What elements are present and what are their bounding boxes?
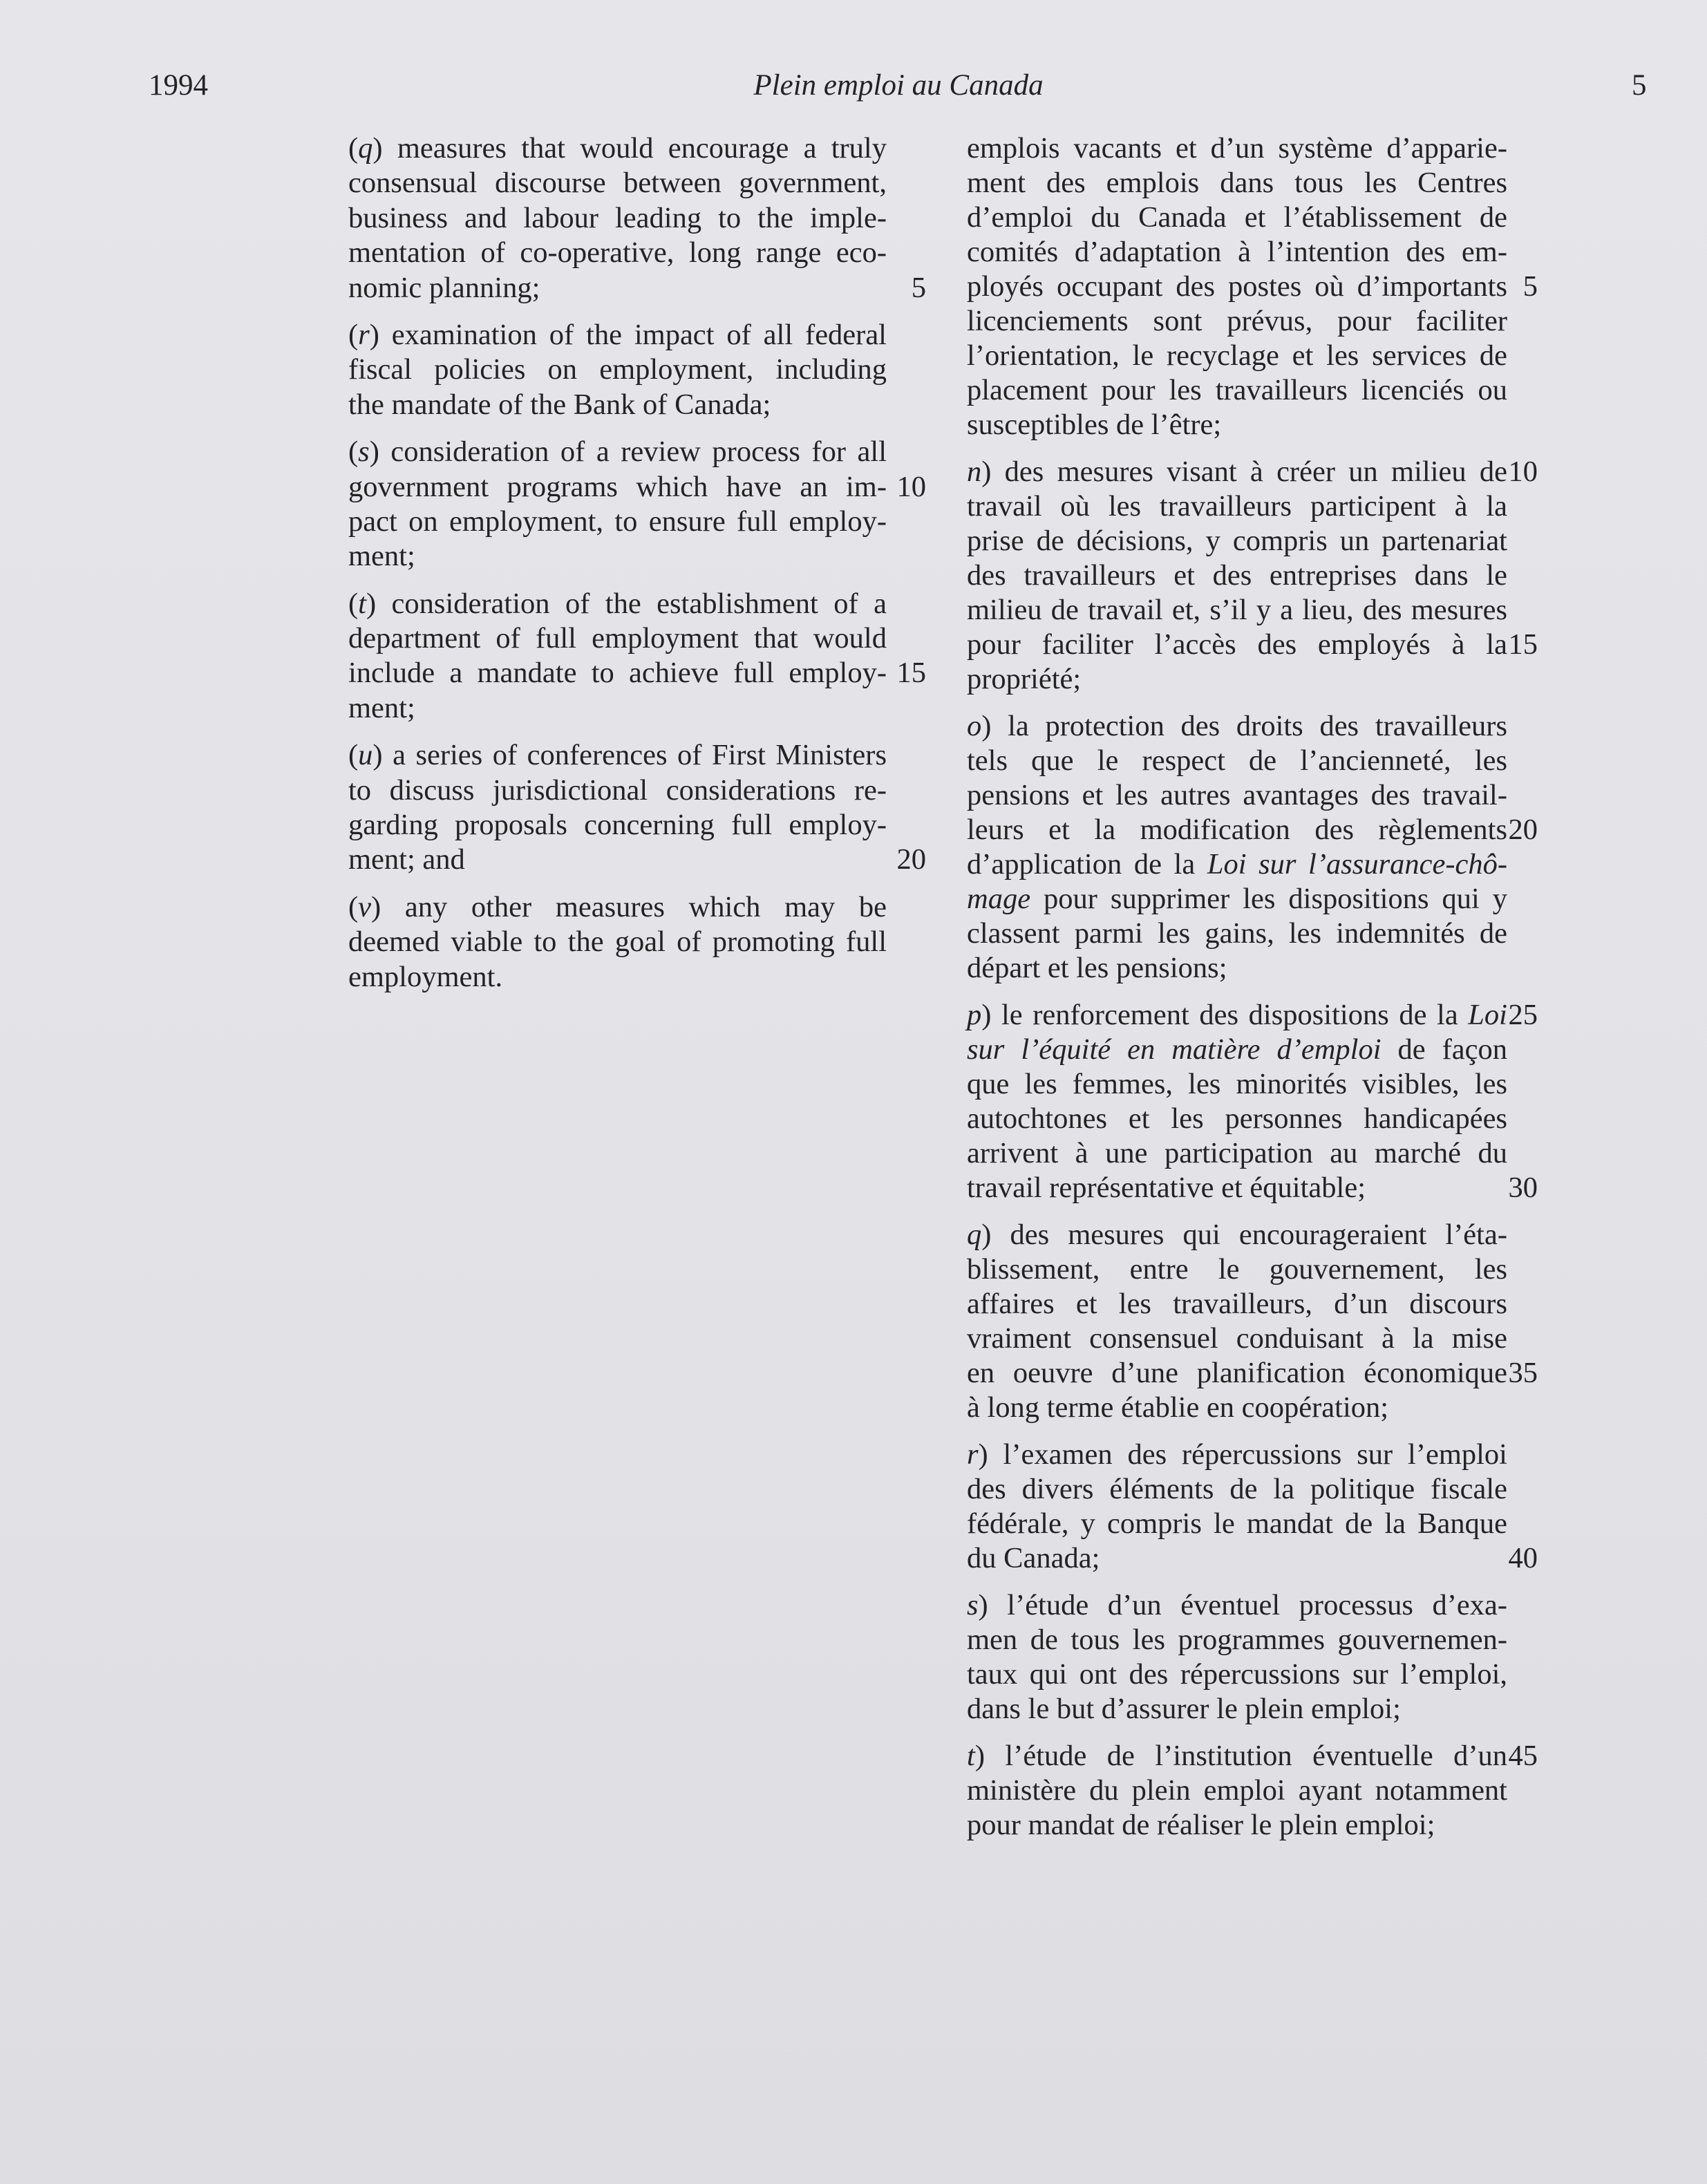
italic-text-segment: s bbox=[967, 1589, 979, 1621]
text-segment: include a mandate to achieve full employ- bbox=[348, 657, 887, 690]
text-line bbox=[967, 1739, 1538, 1773]
italic-text-segment: s bbox=[358, 435, 370, 469]
text-segment: ment des emplois dans tous les Centres bbox=[967, 167, 1507, 199]
text-segment: du Canada; bbox=[967, 1542, 1100, 1574]
text-segment: ( bbox=[348, 435, 359, 469]
margin-line-number: 5 bbox=[1522, 270, 1538, 303]
italic-text-segment: t bbox=[358, 587, 366, 620]
text-segment: ( bbox=[348, 132, 359, 164]
text-segment: fiscal policies on employment, including bbox=[348, 353, 887, 386]
text-line bbox=[348, 470, 926, 505]
text-line bbox=[967, 662, 1507, 697]
text-segment: ( bbox=[348, 318, 359, 351]
text-line bbox=[348, 890, 887, 925]
text-line bbox=[967, 1033, 1507, 1067]
text-line bbox=[348, 236, 887, 270]
clause-paragraph bbox=[967, 709, 1538, 986]
text-line bbox=[967, 1657, 1507, 1692]
text-line bbox=[967, 1102, 1507, 1136]
text-segment: to discuss jurisdictional considerations re- bbox=[348, 773, 887, 807]
margin-line-number: 10 bbox=[896, 470, 926, 503]
clause-paragraph bbox=[967, 1739, 1538, 1843]
margin-line-number: 20 bbox=[896, 843, 926, 876]
clause-paragraph bbox=[348, 738, 926, 878]
text-line bbox=[348, 738, 887, 773]
text-line bbox=[967, 131, 1507, 166]
text-segment: ) examination of the impact of all federal bbox=[369, 318, 887, 351]
text-line bbox=[348, 166, 887, 200]
text-segment: milieu de travail et, s’il y a lieu, des mesures bbox=[967, 594, 1507, 626]
text-line bbox=[967, 1321, 1507, 1356]
text-segment: business and labour leading to the imple- bbox=[348, 201, 887, 234]
text-line bbox=[348, 388, 887, 422]
text-line bbox=[967, 744, 1507, 778]
margin-line-number: 15 bbox=[1508, 628, 1538, 661]
text-segment: ( bbox=[348, 890, 359, 923]
text-segment: men de tous les programmes gouvernemen- bbox=[967, 1623, 1507, 1656]
text-segment: ) a series of conferences of First Ministers bbox=[372, 739, 887, 772]
text-segment: classent parmi les gains, les indemnités de bbox=[967, 917, 1507, 950]
text-line bbox=[348, 505, 887, 539]
text-segment: ment; bbox=[348, 691, 415, 724]
text-line bbox=[967, 1472, 1507, 1507]
text-segment: pensions et les autres avantages des travail- bbox=[967, 779, 1507, 811]
text-line bbox=[967, 1171, 1538, 1205]
text-segment: licenciements sont prévus, pour faciliter bbox=[967, 305, 1507, 337]
text-segment: ) l’examen des répercussions sur l’emploi bbox=[978, 1438, 1507, 1471]
margin-line-number: 45 bbox=[1508, 1740, 1538, 1772]
margin-line-number: 20 bbox=[1508, 813, 1538, 846]
text-line bbox=[967, 373, 1507, 408]
text-segment: comités d’adaptation à l’intention des em- bbox=[967, 236, 1507, 268]
text-segment: ) le renforcement des dispositions de la bbox=[981, 999, 1469, 1031]
text-segment: affaires et les travailleurs, d’un discours bbox=[967, 1288, 1507, 1320]
text-line bbox=[967, 1218, 1507, 1252]
clause-paragraph bbox=[348, 435, 926, 574]
text-segment: ) any other measures which may be bbox=[371, 890, 887, 923]
italic-text-segment: Loi bbox=[1468, 999, 1507, 1031]
text-line bbox=[348, 352, 887, 387]
text-segment: l’orientation, le recyclage et les services de bbox=[967, 339, 1507, 372]
text-line bbox=[967, 304, 1507, 339]
clause-paragraph bbox=[967, 455, 1538, 697]
text-segment: blissement, entre le gouvernement, les bbox=[967, 1253, 1507, 1286]
text-segment: pour supprimer les dispositions qui y bbox=[1030, 883, 1507, 915]
clause-paragraph bbox=[967, 1588, 1507, 1726]
text-segment: d’emploi du Canada et l’établissement de bbox=[967, 201, 1507, 234]
margin-line-number: 25 bbox=[1508, 999, 1538, 1031]
text-line bbox=[348, 131, 887, 166]
text-segment: en oeuvre d’une planification économique bbox=[967, 1357, 1507, 1389]
text-line bbox=[967, 593, 1507, 628]
text-line bbox=[967, 1692, 1507, 1726]
text-segment: mentation of co-operative, long range eco- bbox=[348, 236, 887, 270]
text-line bbox=[967, 1252, 1507, 1287]
text-segment: the mandate of the Bank of Canada; bbox=[348, 388, 771, 421]
text-segment: taux qui ont des répercussions sur l’emploi, bbox=[967, 1658, 1507, 1691]
italic-text-segment: q bbox=[358, 132, 373, 164]
text-line bbox=[348, 201, 887, 236]
text-line bbox=[967, 1808, 1507, 1843]
text-segment: départ et les pensions; bbox=[967, 952, 1227, 984]
text-segment: ministère du plein emploi ayant notamment bbox=[967, 1774, 1507, 1807]
left-text-column bbox=[348, 131, 926, 995]
text-segment: consensual discourse between government, bbox=[348, 167, 887, 200]
margin-line-number: 5 bbox=[911, 271, 926, 304]
text-segment: garding proposals concerning full employ- bbox=[348, 809, 887, 842]
text-line bbox=[967, 1136, 1507, 1171]
italic-text-segment: v bbox=[358, 890, 372, 923]
text-segment: emplois vacants et d’un système d’apparie- bbox=[967, 132, 1507, 164]
text-line bbox=[348, 621, 887, 656]
text-line bbox=[967, 558, 1507, 593]
text-segment: ) consideration of a review process for all bbox=[369, 435, 887, 469]
text-segment: fédérale, y compris le mandat de la Banque bbox=[967, 1507, 1507, 1540]
clause-paragraph bbox=[967, 1438, 1538, 1576]
clause-paragraph bbox=[967, 131, 1538, 442]
running-title: Plein emploi au Canada bbox=[753, 69, 1044, 102]
text-line bbox=[967, 1391, 1507, 1425]
text-segment: pact on employment, to ensure full employ- bbox=[348, 505, 887, 538]
text-segment: propriété; bbox=[967, 663, 1082, 695]
italic-text-segment: q bbox=[967, 1218, 982, 1251]
text-line bbox=[967, 270, 1538, 304]
text-segment: employment. bbox=[348, 960, 503, 993]
text-segment: des divers éléments de la politique fiscale bbox=[967, 1473, 1507, 1505]
text-segment: travail où les travailleurs participent à la bbox=[967, 490, 1507, 523]
clause-paragraph bbox=[348, 587, 926, 726]
text-line bbox=[967, 916, 1507, 951]
text-line bbox=[348, 656, 926, 690]
text-line bbox=[967, 1067, 1507, 1102]
clause-paragraph bbox=[348, 131, 926, 305]
clause-paragraph bbox=[967, 998, 1538, 1205]
text-line bbox=[967, 882, 1507, 916]
italic-text-segment: n bbox=[967, 455, 982, 488]
text-segment: nomic planning; bbox=[348, 271, 540, 304]
text-segment: government programs which have an im- bbox=[348, 470, 887, 503]
text-line bbox=[967, 1588, 1507, 1623]
text-line bbox=[967, 998, 1538, 1033]
text-line bbox=[348, 271, 926, 305]
italic-text-segment: mage bbox=[967, 883, 1031, 915]
text-line bbox=[348, 925, 887, 959]
text-line bbox=[967, 1356, 1538, 1391]
italic-text-segment: p bbox=[967, 999, 982, 1031]
text-line bbox=[967, 951, 1507, 986]
italic-text-segment: u bbox=[358, 739, 373, 772]
text-segment: que les femmes, les minorités visibles, les bbox=[967, 1068, 1507, 1100]
text-line bbox=[967, 455, 1538, 489]
margin-line-number: 35 bbox=[1508, 1357, 1538, 1389]
text-line bbox=[967, 166, 1507, 200]
text-line bbox=[967, 408, 1507, 442]
text-segment: ) des mesures visant à créer un milieu de bbox=[981, 455, 1507, 488]
text-segment: autochtones et les personnes handicapées bbox=[967, 1102, 1507, 1135]
header-year: 1994 bbox=[149, 69, 208, 102]
text-line bbox=[967, 489, 1507, 524]
margin-line-number: 10 bbox=[1508, 455, 1538, 488]
text-segment: pour mandat de réaliser le plein emploi; bbox=[967, 1809, 1435, 1841]
text-segment: ) la protection des droits des travailleurs bbox=[981, 710, 1507, 742]
text-line bbox=[967, 778, 1507, 813]
clause-paragraph bbox=[348, 318, 887, 422]
text-segment: à long terme établie en coopération; bbox=[967, 1391, 1389, 1424]
text-segment: ) l’étude d’un éventuel processus d’exa- bbox=[978, 1589, 1507, 1621]
text-line bbox=[348, 691, 887, 726]
text-segment: susceptibles de l’être; bbox=[967, 408, 1222, 441]
text-segment: ) consideration of the establishment of a bbox=[366, 587, 887, 620]
text-segment: ( bbox=[348, 739, 359, 772]
text-line bbox=[967, 813, 1538, 847]
text-line bbox=[967, 628, 1538, 662]
italic-text-segment: r bbox=[358, 318, 370, 351]
italic-text-segment: sur l’équité en matière d’emploi bbox=[967, 1033, 1381, 1066]
text-line bbox=[967, 235, 1507, 270]
text-segment: dans le but d’assurer le plein emploi; bbox=[967, 1693, 1401, 1725]
clause-paragraph bbox=[967, 1218, 1538, 1425]
text-segment: ( bbox=[348, 587, 359, 620]
text-segment: des travailleurs et des entreprises dans le bbox=[967, 559, 1507, 592]
text-line bbox=[967, 1507, 1507, 1541]
text-segment: ment; and bbox=[348, 843, 465, 876]
text-segment: ployés occupant des postes où d’importants bbox=[967, 270, 1507, 303]
text-segment: placement pour les travailleurs licenciés ou bbox=[967, 374, 1507, 406]
margin-line-number: 40 bbox=[1508, 1542, 1538, 1574]
text-line bbox=[348, 842, 926, 877]
text-segment: deemed viable to the goal of promoting full bbox=[348, 925, 887, 959]
margin-line-number: 30 bbox=[1508, 1171, 1538, 1204]
text-line bbox=[967, 1623, 1507, 1657]
text-line bbox=[967, 200, 1507, 235]
margin-line-number: 15 bbox=[896, 657, 926, 690]
clause-paragraph bbox=[348, 890, 887, 995]
text-segment: ment; bbox=[348, 540, 415, 573]
text-line bbox=[967, 1773, 1507, 1808]
text-segment: tels que le respect de l’ancienneté, les bbox=[967, 744, 1507, 777]
text-line bbox=[967, 1541, 1538, 1576]
italic-text-segment: o bbox=[967, 710, 982, 742]
text-segment: ) measures that would encourage a truly bbox=[372, 132, 887, 164]
text-segment: arrivent à une participation au marché du bbox=[967, 1137, 1507, 1169]
text-line bbox=[348, 435, 887, 469]
text-line bbox=[348, 773, 887, 808]
text-segment: prise de décisions, y compris un partenariat bbox=[967, 525, 1507, 557]
italic-text-segment: Loi sur l’assurance-chô- bbox=[1207, 848, 1508, 881]
text-line bbox=[967, 1438, 1507, 1472]
italic-text-segment: r bbox=[967, 1438, 979, 1471]
text-segment: pour faciliter l’accès des employés à la bbox=[967, 628, 1507, 661]
text-line bbox=[967, 339, 1507, 373]
text-segment: travail représentative et équitable; bbox=[967, 1171, 1366, 1204]
text-segment: d’application de la bbox=[967, 848, 1207, 881]
text-segment: de façon bbox=[1381, 1033, 1507, 1066]
text-line bbox=[967, 847, 1507, 882]
text-line bbox=[348, 960, 887, 995]
text-line bbox=[348, 318, 887, 352]
text-line bbox=[967, 524, 1507, 558]
text-segment: department of full employment that would bbox=[348, 622, 887, 655]
text-segment: leurs et la modification des règlements bbox=[967, 813, 1507, 846]
text-line bbox=[348, 808, 887, 842]
text-line bbox=[348, 587, 887, 621]
text-line bbox=[967, 709, 1507, 744]
italic-text-segment: t bbox=[967, 1740, 975, 1772]
text-segment: ) des mesures qui encourageraient l’éta- bbox=[981, 1218, 1507, 1251]
text-line bbox=[967, 1287, 1507, 1321]
page-number: 5 bbox=[1632, 69, 1647, 102]
right-text-column bbox=[967, 131, 1538, 1843]
text-segment: ) l’étude de l’institution éventuelle d’un bbox=[974, 1740, 1507, 1772]
text-segment: vraiment consensuel conduisant à la mise bbox=[967, 1322, 1507, 1355]
text-line bbox=[348, 539, 887, 574]
